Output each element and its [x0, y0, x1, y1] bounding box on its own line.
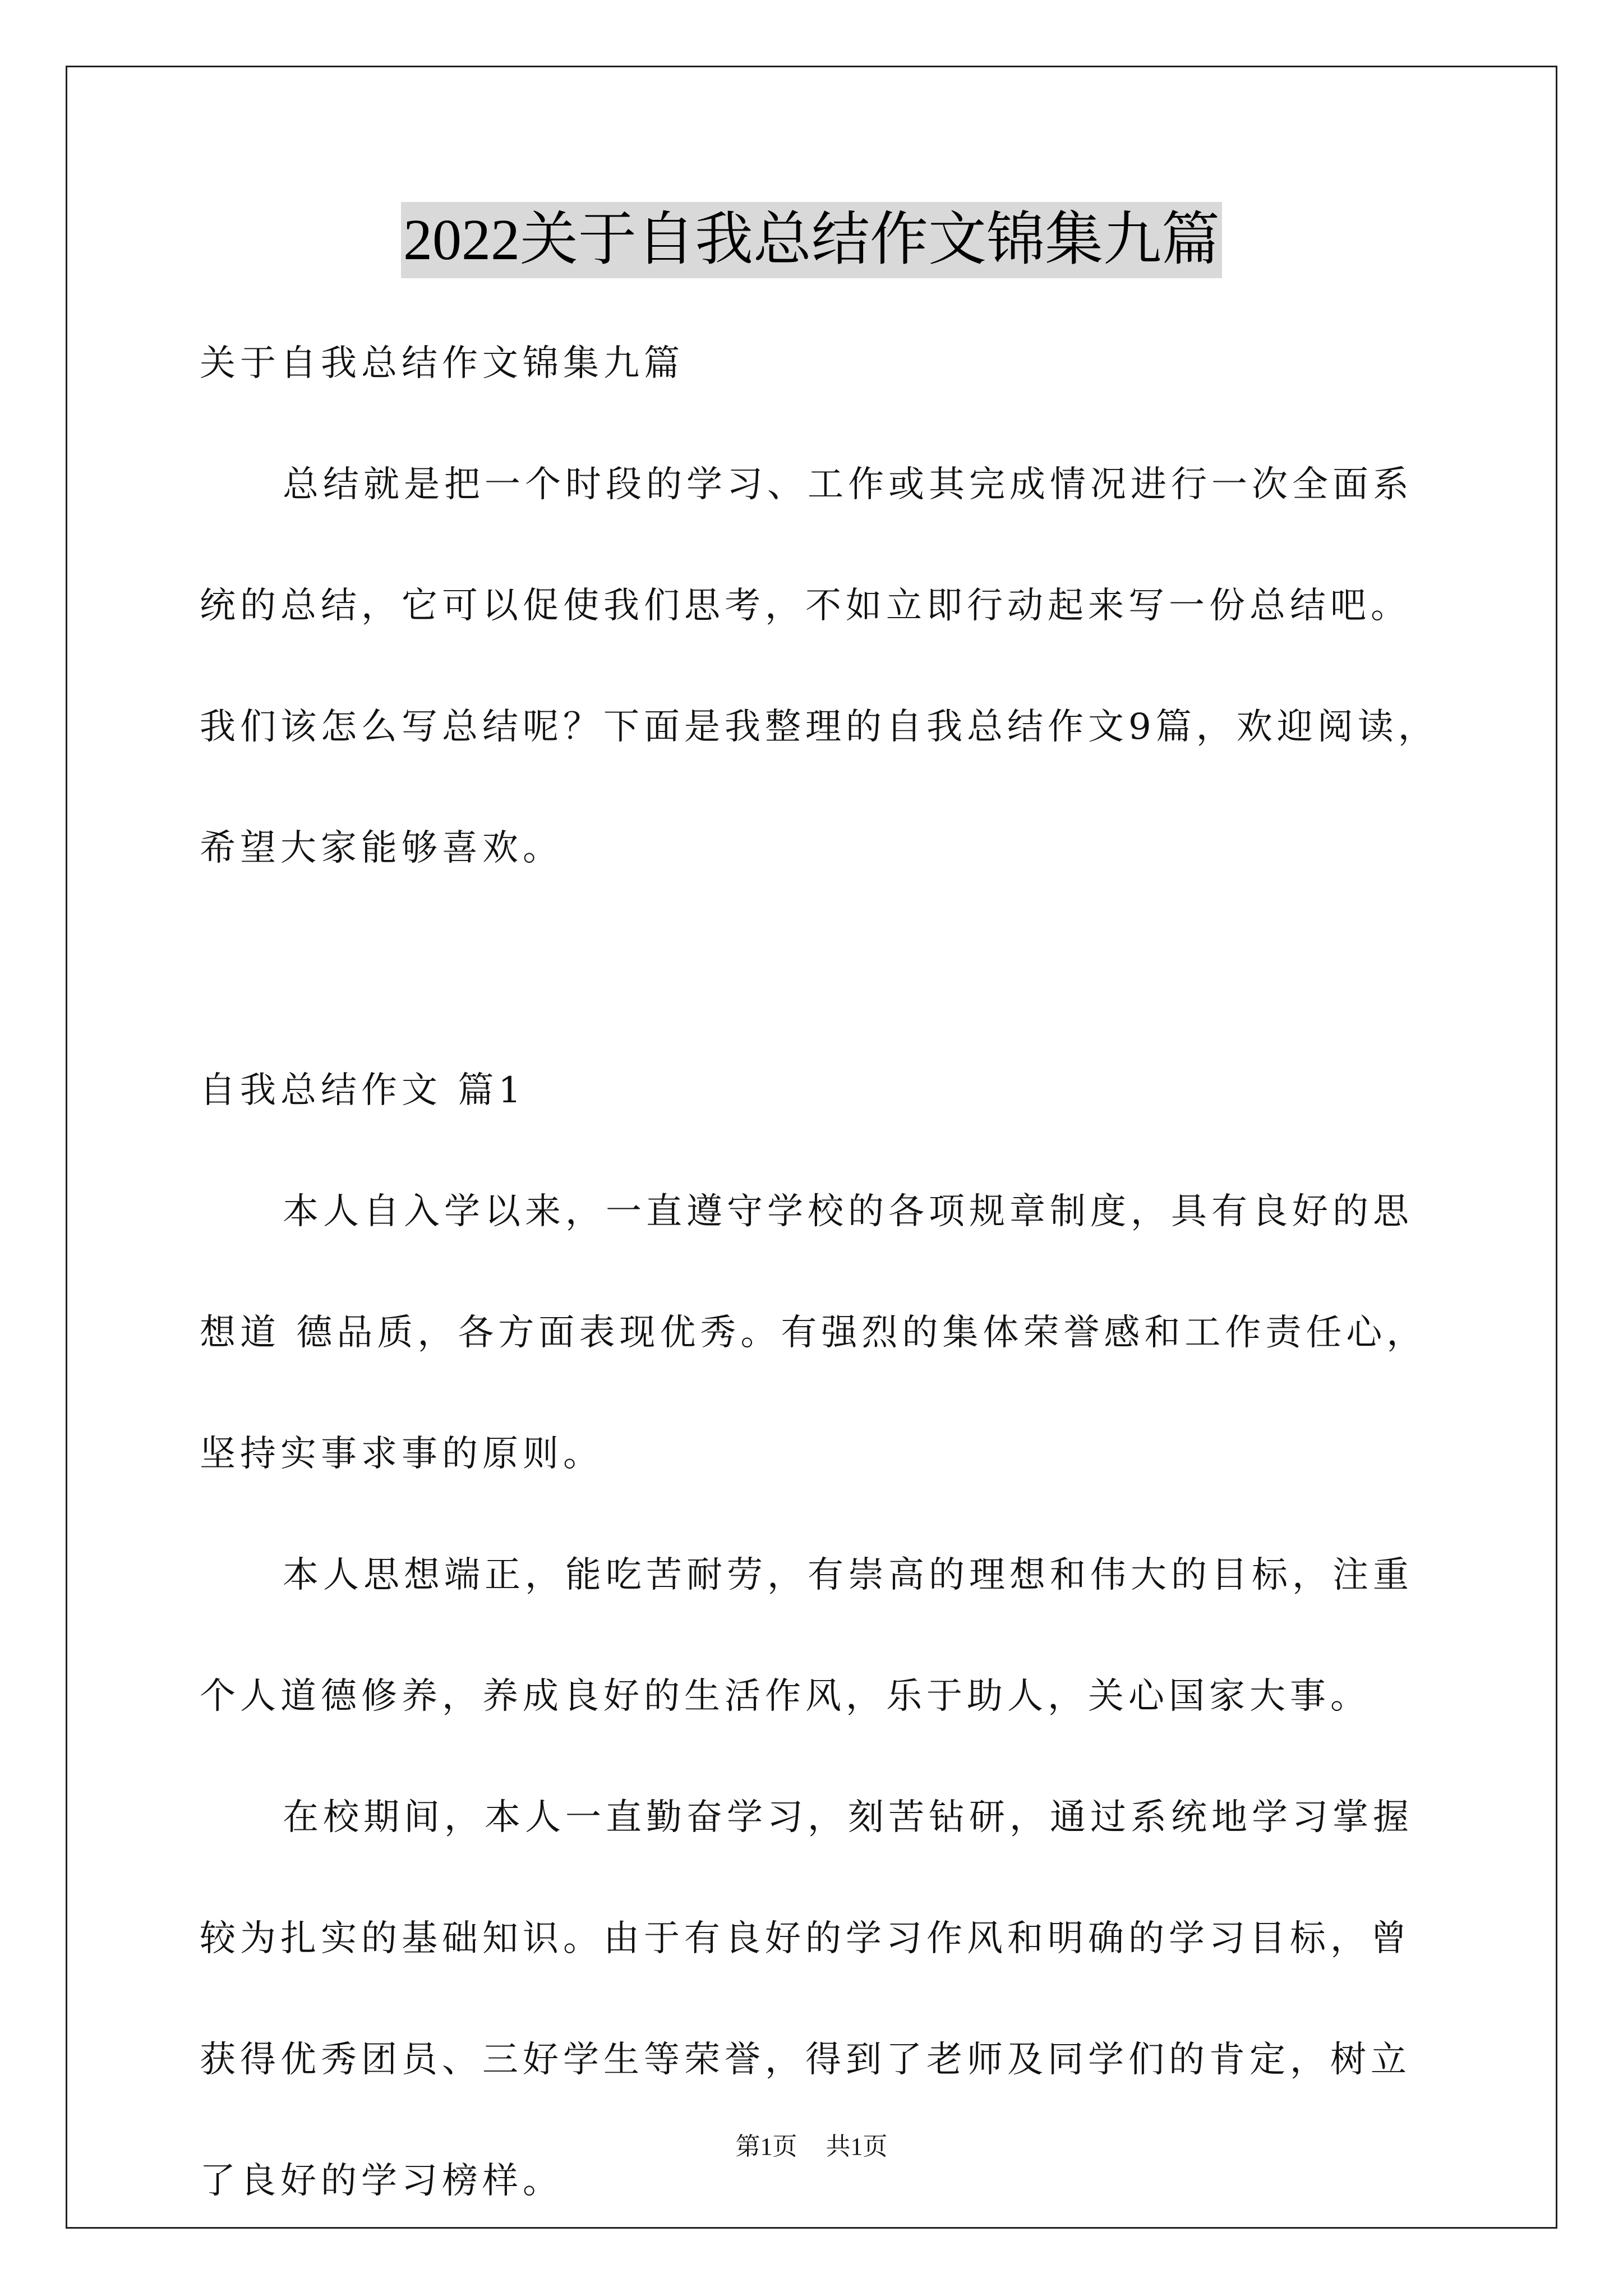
paragraph-line: 统的总结，它可以促使我们思考，不如立即行动起来写一份总结吧。 [200, 585, 1411, 627]
paragraph-line: 在校期间，本人一直勤奋学习，刻苦钻研，通过系统地学习掌握 [283, 1797, 1413, 1838]
paragraph-line: 我们该怎么写总结呢？下面是我整理的自我总结作文9篇，欢迎阅读， [200, 706, 1438, 748]
paragraph-3 [200, 1791, 1474, 2275]
page-number: 第1页 [735, 2133, 797, 2160]
paragraph-line: 本人自入学以来，一直遵守学校的各项规章制度，具有良好的思 [283, 1191, 1413, 1232]
paragraph-line: 较为扎实的基础知识。由于有良好的学习作风和明确的学习目标，曾 [200, 1918, 1411, 1959]
paragraph-1 [200, 1185, 1474, 1548]
title-container [0, 202, 1623, 278]
document-body [200, 337, 1474, 2275]
section-heading: 自我总结作文 篇1 [200, 1070, 526, 1111]
paragraph-line: 希望大家能够喜欢。 [200, 827, 563, 869]
section-spacer [200, 942, 1474, 1064]
subtitle: 关于自我总结作文锦集九篇 [200, 343, 684, 384]
intro-paragraph [200, 458, 1474, 942]
paragraph-line: 个人道德修养，养成良好的生活作风，乐于助人，关心国家大事。 [200, 1676, 1371, 1717]
paragraph-line: 想道 德品质，各方面表现优秀。有强烈的集体荣誉感和工作责任心， [200, 1312, 1427, 1354]
document-title: 2022关于自我总结作文锦集九篇 [401, 202, 1222, 278]
paragraph-line: 总结就是把一个时段的学习、工作或其完成情况进行一次全面系 [283, 464, 1413, 505]
paragraph-line: 了良好的学习榜样。 [200, 2160, 563, 2202]
paragraph-line: 坚持实事求事的原则。 [200, 1433, 603, 1475]
page-total: 共1页 [826, 2133, 888, 2160]
paragraph-2 [200, 1548, 1474, 1791]
paragraph-line: 本人思想端正，能吃苦耐劳，有崇高的理想和伟大的目标，注重 [283, 1554, 1413, 1596]
page-footer [0, 2126, 1623, 2162]
paragraph-line: 获得优秀团员、三好学生等荣誉，得到了老师及同学们的肯定，树立 [200, 2039, 1411, 2081]
